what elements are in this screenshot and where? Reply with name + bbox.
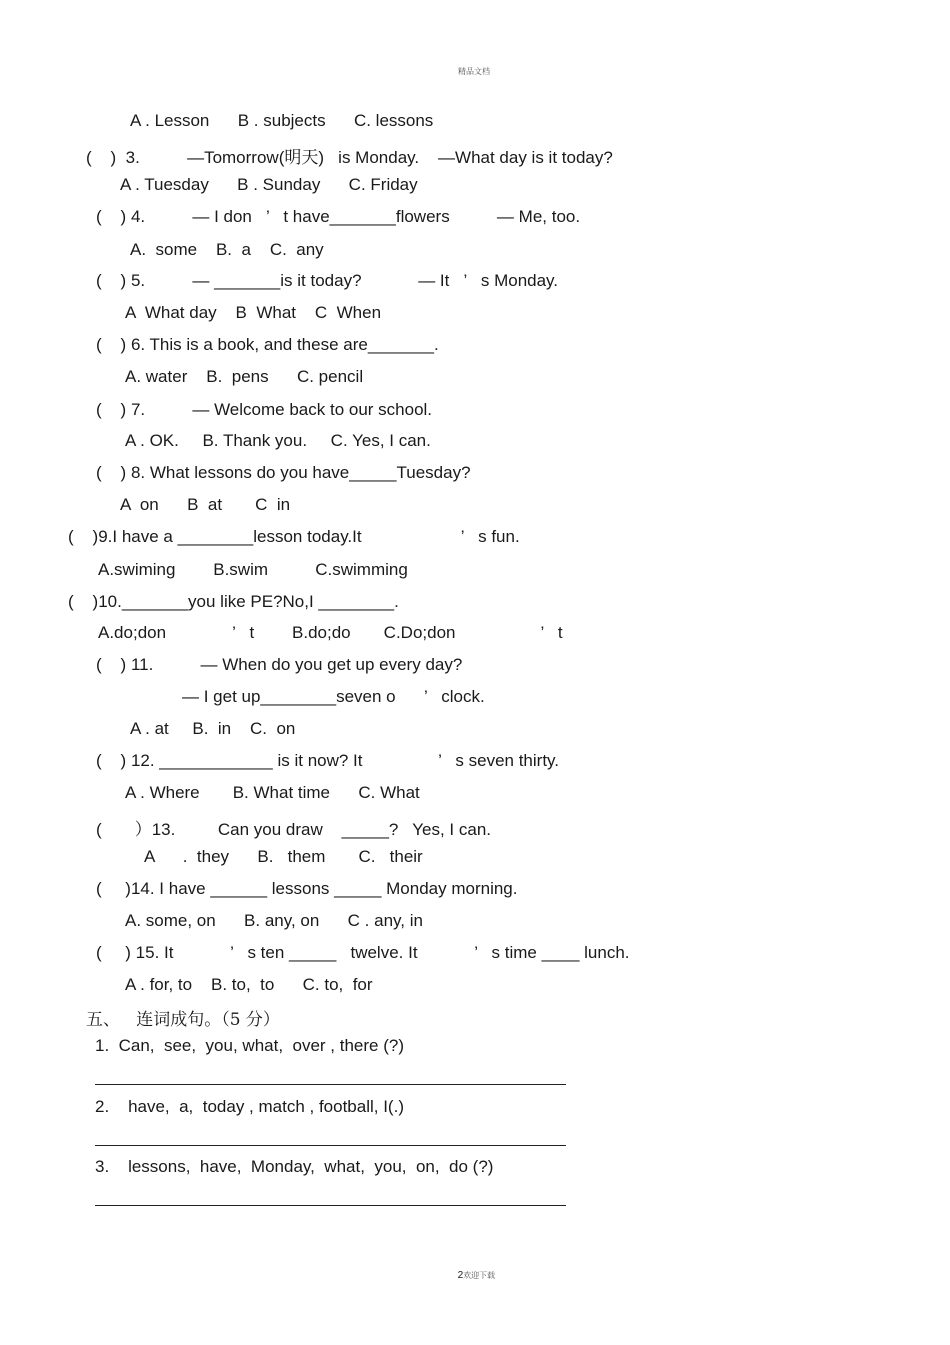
sentence-task-3: 3. lessons, have, Monday, what, you, on, do (?) xyxy=(95,1157,494,1176)
q2-options: A . Lesson B . subjects C. lessons xyxy=(130,111,434,130)
question-3: ( ) 3. —Tomorrow(明天) is Monday. —What day is it today? xyxy=(86,148,613,167)
sentence-task-2: 2. have, a, today , match , football, I(.) xyxy=(95,1097,404,1116)
q11-options: A . at B. in C. on xyxy=(130,719,296,738)
footer-text: 欢迎下载 xyxy=(463,1271,496,1280)
q13-options: A . they B. them C. their xyxy=(144,847,423,866)
q6-options: A. water B. pens C. pencil xyxy=(125,367,364,386)
q7-options: A . OK. B. Thank you. C. Yes, I can. xyxy=(125,431,431,450)
question-7: ( ) 7. — Welcome back to our school. xyxy=(96,400,433,419)
question-11-reply: — I get up________seven o ’ clock. xyxy=(182,687,485,706)
answer-line-3[interactable] xyxy=(95,1205,566,1206)
q9-options: A.swiming B.swim C.swimming xyxy=(98,560,408,579)
question-14: ( )14. I have ______ lessons _____ Monday morning. xyxy=(96,879,518,898)
question-11: ( ) 11. — When do you get up every day? xyxy=(96,655,463,674)
question-6: ( ) 6. This is a book, and these are_______. xyxy=(96,335,439,354)
answer-line-1[interactable] xyxy=(95,1084,566,1085)
page-footer xyxy=(452,1259,495,1281)
q8-options: A on B at C in xyxy=(120,495,291,514)
section-5-heading: 五、 连词成句。（5 分） xyxy=(86,1010,280,1030)
page-number: 2 xyxy=(457,1270,464,1281)
sentence-task-1: 1. Can, see, you, what, over , there (?) xyxy=(95,1036,404,1055)
q3-options: A . Tuesday B . Sunday C. Friday xyxy=(120,175,418,194)
answer-line-2[interactable] xyxy=(95,1145,566,1146)
q12-options: A . Where B. What time C. What xyxy=(125,783,420,802)
question-5: ( ) 5. — _______is it today? — It ’ s Monday. xyxy=(96,271,559,290)
question-8: ( ) 8. What lessons do you have_____Tuesday? xyxy=(96,463,471,482)
q10-options: A.do;don ’ t B.do;do C.Do;don ’ t xyxy=(98,623,563,642)
question-10: ( )10._______you like PE?No,I ________. xyxy=(68,592,399,611)
question-12: ( ) 12. ____________ is it now? It ’ s seven thirty. xyxy=(96,751,560,770)
q4-options: A. some B. a C. any xyxy=(130,240,324,259)
page-header: 精品文档 xyxy=(458,67,490,76)
q14-options: A. some, on B. any, on C . any, in xyxy=(125,911,423,930)
question-4: ( ) 4. — I don ’ t have_______flowers — Me, too. xyxy=(96,207,581,226)
question-9: ( )9.I have a ________lesson today.It ’ s fun. xyxy=(68,527,520,546)
question-15: ( ) 15. It ’ s ten _____ twelve. It ’ s time ____ lunch. xyxy=(96,943,630,962)
question-13: ( ）13. Can you draw _____? Yes, I can. xyxy=(96,820,491,839)
q15-options: A . for, to B. to, to C. to, for xyxy=(125,975,373,994)
q5-options: A What day B What C When xyxy=(125,303,382,322)
